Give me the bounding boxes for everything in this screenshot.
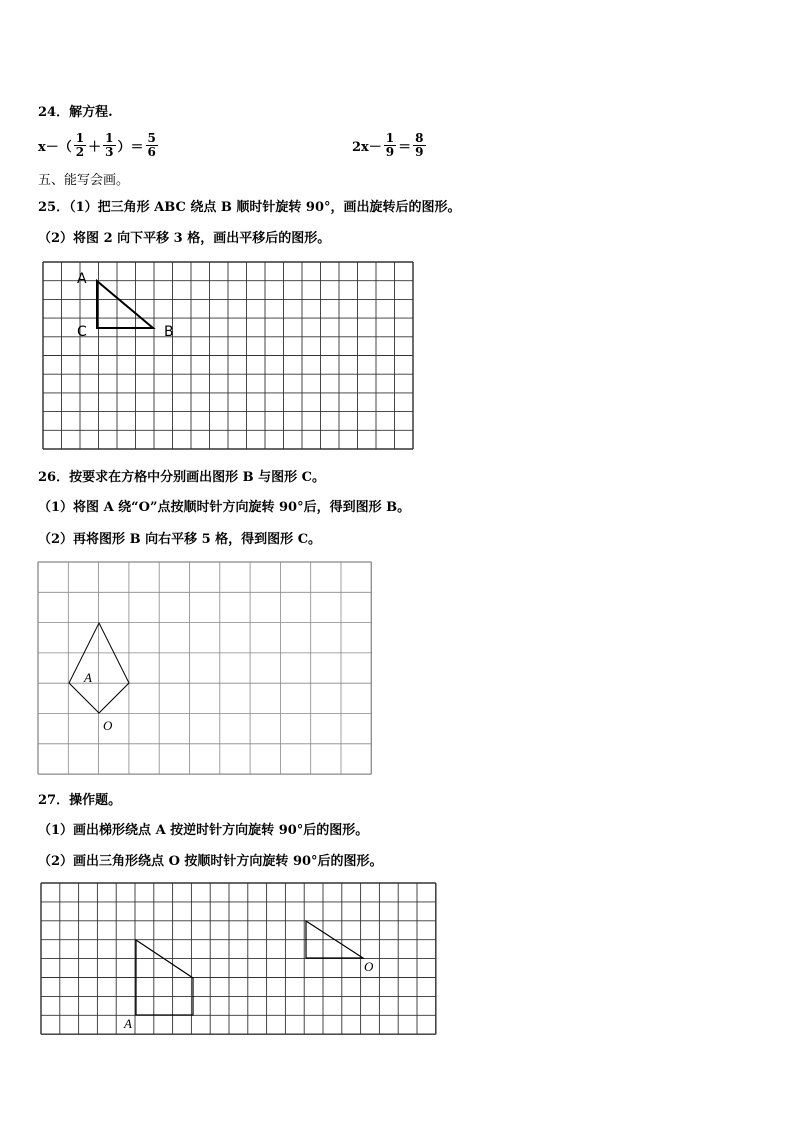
q25-line-1: 25．（1）把三角形 ABC 绕点 B 顺时针旋转 90°，画出旋转后的图形。 [38, 200, 461, 215]
label-o: O [364, 959, 374, 974]
eq2-equals: ＝ [398, 140, 412, 155]
q26-line-3: （2）再将图形 B 向右平移 5 格，得到图形 C。 [38, 532, 322, 547]
label-a: A [84, 670, 92, 685]
section-heading: 五、能写会画。 [38, 173, 130, 188]
eq1-fraction-2: $\frac{1}{3}$ [105, 131, 114, 159]
eq1-rhs: ）＝ [117, 140, 144, 155]
q27-line-3: （2）画出三角形绕点 O 按顺时针方向旋转 90°后的图形。 [38, 854, 383, 869]
eq2-fraction-1: $\frac{1}{9}$ [385, 131, 395, 159]
label-c: C [77, 324, 87, 340]
q26-line-2: （1）将图 A 绕“O”点按顺时针方向旋转 90°后，得到图形 B。 [38, 500, 411, 515]
q27-line-2: （1）画出梯形绕点 A 按逆时针方向旋转 90°后的图形。 [38, 823, 369, 838]
q26-line-1: 26．按要求在方格中分别画出图形 B 与图形 C。 [38, 470, 326, 485]
eq1-fraction-1: $\frac{1}{2}$ [75, 131, 85, 159]
eq1-plus: ＋ [88, 140, 102, 155]
q27-line-1: 27．操作题。 [38, 793, 122, 808]
eq1-fraction-3: $\frac{5}{6}$ [147, 131, 156, 159]
label-a: A [124, 1016, 132, 1031]
label-a: A [77, 271, 87, 287]
grid-q27-lines [41, 883, 436, 1034]
q24-heading: 24．解方程. [38, 105, 113, 120]
q25-line-2: （2）将图 2 向下平移 3 格，画出平移后的图形。 [38, 231, 331, 246]
eq2-lhs: 2x－ [352, 140, 382, 155]
eq2-fraction-2: $\frac{8}{9}$ [415, 131, 424, 159]
eq1-lhs: x－（ [38, 140, 72, 155]
label-b: B [164, 324, 174, 340]
label-o: O [103, 718, 113, 733]
